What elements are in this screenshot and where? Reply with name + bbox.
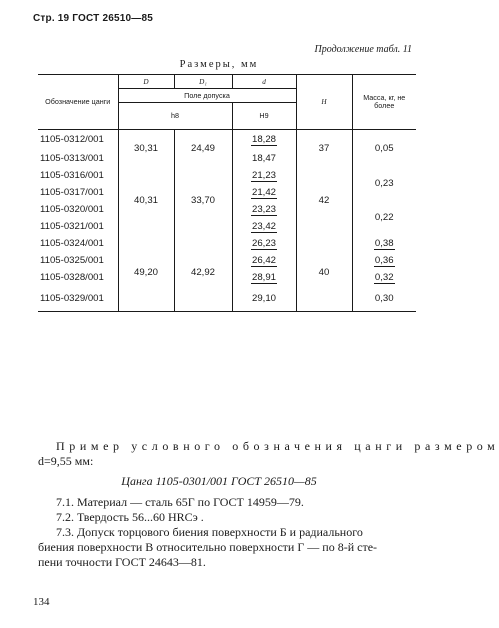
table-caption: Размеры, мм xyxy=(179,59,259,70)
designation-cell: 1105-0329/001 xyxy=(38,286,118,312)
header-designation: Обозначение цанги xyxy=(38,75,118,130)
designation-cell: 1105-0328/001 xyxy=(40,271,104,283)
mass-cell: 0,32 xyxy=(374,271,394,283)
d-cell: 23,42 xyxy=(251,220,276,232)
header-mass: Масса, кг, не более xyxy=(352,75,416,130)
designation-cell: 1105-0325/001 xyxy=(40,254,104,266)
paragraph-7-3-line2: биения поверхности В относительно поверхности Г — по 8-й сте- xyxy=(38,540,378,554)
paragraph-7-2: 7.2. Твердость 56...60 HRCэ . xyxy=(56,510,204,524)
d-cell: 28,91 xyxy=(251,271,276,283)
H-cell: 40 xyxy=(296,235,352,312)
page-header: Стр. 19 ГОСТ 26510—85 xyxy=(33,13,153,24)
d-cell: 18,47 xyxy=(232,150,296,167)
D1-cell: 24,49 xyxy=(174,130,232,167)
designation-cell: 1105-0320/001 xyxy=(40,203,104,215)
mass-cell: 0,05 xyxy=(352,130,416,167)
d-cell: 26,42 xyxy=(251,254,276,266)
D1-cell: 42,92 xyxy=(174,235,232,312)
example-size: d=9,55 мм: xyxy=(38,454,94,468)
header-row xyxy=(38,75,416,89)
header-tolerance-field: Поле допуска xyxy=(118,89,296,103)
header-D1: D₁ xyxy=(174,75,232,89)
d-cell: 18,28 xyxy=(251,134,276,146)
mass-cell: 0,38 xyxy=(374,237,394,249)
mass-cell: 0,22 xyxy=(352,201,416,235)
table-row xyxy=(38,130,416,150)
table-continuation-label: Продолжение табл. 11 xyxy=(314,44,412,55)
D-cell: 30,31 xyxy=(118,130,174,167)
table-row xyxy=(38,235,416,252)
D1-cell: 33,70 xyxy=(174,167,232,235)
D-cell: 40,31 xyxy=(118,167,174,235)
example-designation: Цанга 1105-0301/001 ГОСТ 26510—85 xyxy=(121,474,317,488)
header-d: d xyxy=(232,75,296,89)
d-cell: 26,23 xyxy=(251,237,276,249)
H-cell: 42 xyxy=(296,167,352,235)
designation-cell: 1105-0324/001 xyxy=(40,237,104,249)
example-heading: Пример условного обозначения цанги размером xyxy=(56,439,499,453)
d-cell: 29,10 xyxy=(232,286,296,312)
d-cell: 21,23 xyxy=(251,169,276,181)
designation-cell: 1105-0321/001 xyxy=(40,220,104,232)
paragraph-7-3-line1: 7.3. Допуск торцового биения поверхности Б и радиального xyxy=(56,525,363,539)
header-H: H xyxy=(296,75,352,130)
header-tol-H9: H9 xyxy=(232,103,296,130)
designation-cell: 1105-0317/001 xyxy=(40,186,104,198)
table-row xyxy=(38,167,416,184)
H-cell: 37 xyxy=(296,130,352,167)
D-cell: 49,20 xyxy=(118,235,174,312)
dimensions-table xyxy=(38,74,416,312)
d-cell: 21,42 xyxy=(251,186,276,198)
header-D: D xyxy=(118,75,174,89)
header-tol-h8: h8 xyxy=(118,103,232,130)
paragraph-7-1: 7.1. Материал — сталь 65Г по ГОСТ 14959—79. xyxy=(56,495,304,509)
paragraph-7-3-line3: пени точности ГОСТ 24643—81. xyxy=(38,555,206,569)
mass-cell: 0,30 xyxy=(352,286,416,312)
d-cell: 23,23 xyxy=(251,203,276,215)
page-number: 134 xyxy=(33,596,50,608)
designation-cell: 1105-0316/001 xyxy=(40,169,104,181)
designation-cell: 1105-0313/001 xyxy=(40,152,104,164)
mass-cell: 0,23 xyxy=(352,167,416,201)
designation-cell: 1105-0312/001 xyxy=(40,134,104,146)
mass-cell: 0,36 xyxy=(374,254,394,266)
